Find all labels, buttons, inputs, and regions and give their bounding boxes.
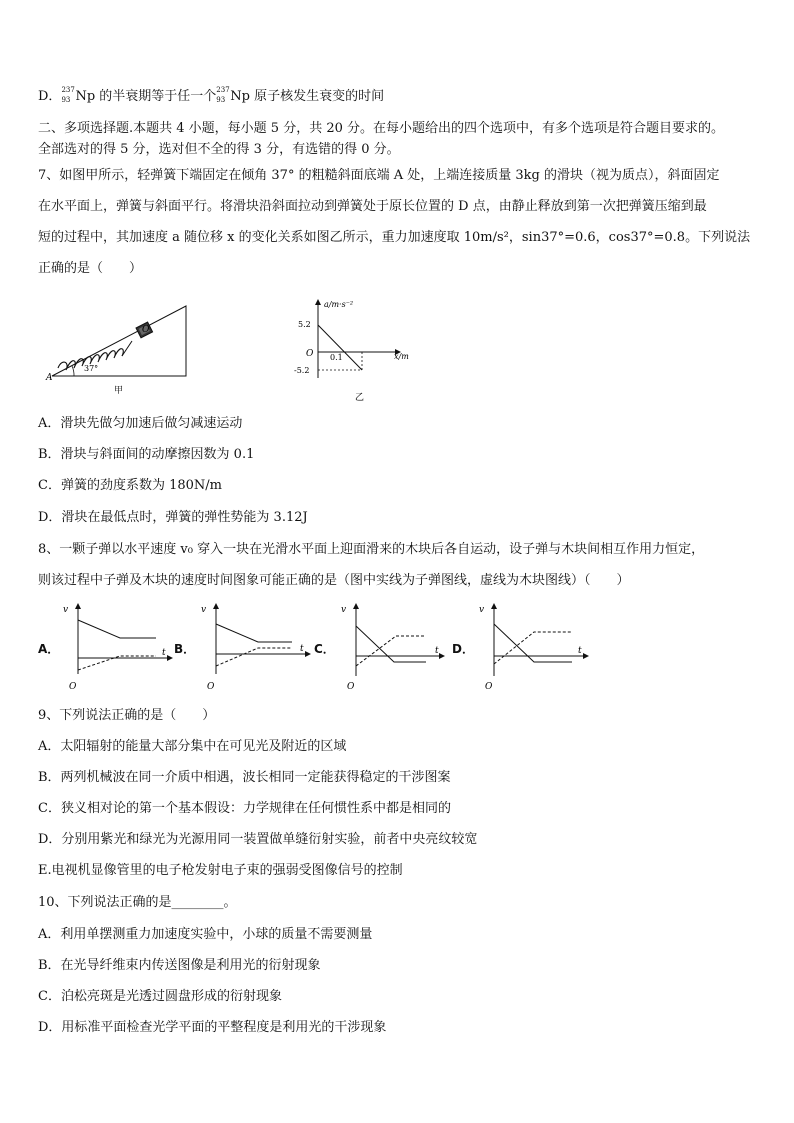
q10-option-d: D．用标准平面检查光学平面的平整程度是利用光的干涉现象 — [38, 1020, 387, 1035]
nuclide-np-2: 237 93 — [216, 86, 230, 104]
angle-label: 37° — [84, 364, 99, 373]
svg-text:v: v — [63, 605, 69, 615]
point-a-label: A — [46, 373, 53, 383]
xaxis-label: x/m — [394, 352, 409, 361]
q8-letter-c: C． — [314, 642, 335, 656]
svg-text:t: t — [300, 644, 304, 654]
figure-yi-caption: 乙 — [355, 393, 365, 403]
q10-option-c: C．泊松亮斑是光透过圆盘形成的衍射现象 — [38, 989, 282, 1004]
q6-d-text-2: Np 原子核发生衰变的时间 — [230, 89, 385, 104]
q8-letter-d: D． — [452, 642, 474, 656]
svg-text:t: t — [435, 646, 439, 656]
q8-graph-b — [196, 602, 326, 694]
q6-option-d — [38, 86, 385, 105]
q9-option-d: D．分别用紫光和绿光为光源用同一装置做单缝衍射实验，前者中央亮纹较宽 — [38, 832, 478, 847]
q7-option-a: A．滑块先做匀加速后做匀减速运动 — [38, 416, 243, 431]
svg-text:O: O — [347, 682, 355, 692]
q7-option-d: D．滑块在最低点时，弹簧的弹性势能为 3.12J — [38, 510, 308, 525]
q8-graph-d — [474, 602, 604, 694]
ytick-bottom: -5.2 — [294, 366, 310, 375]
svg-text:v: v — [341, 605, 347, 615]
q10-option-b: B．在光导纤维束内传送图像是利用光的衍射现象 — [38, 958, 321, 973]
q7-option-b: B．滑块与斜面间的动摩擦因数为 0.1 — [38, 447, 255, 462]
figure-jia-caption: 甲 — [114, 386, 124, 396]
svg-text:v: v — [201, 605, 207, 615]
q9-option-b: B．两列机械波在同一介质中相遇，波长相同一定能获得稳定的干涉图案 — [38, 770, 451, 785]
ytick-top: 5.2 — [298, 320, 311, 329]
q7-stem-line4: 正确的是（ ） — [38, 261, 143, 276]
svg-text:O: O — [485, 682, 493, 692]
q7-stem-line2: 在水平面上，弹簧与斜面平行。将滑块沿斜面拉动到弹簧处于原长位置的 D 点，由静止释放到第一次把弹簧压缩到最 — [38, 199, 707, 214]
section2-heading-line1: 二、多项选择题.本题共 4 小题，每小题 5 分，共 20 分。在每小题给出的四个选项中，有多个选项是符合题目要求的。 — [38, 121, 725, 136]
q6-d-prefix: D． — [38, 89, 62, 104]
q8-stem-line1: 8、一颗子弹以水平速度 v₀ 穿入一块在光滑水平面上迎面滑来的木块后各自运动，设子弹与木块间相互作用力恒定， — [38, 542, 705, 557]
xtick-label: 0.1 — [330, 353, 343, 362]
svg-text:t: t — [578, 646, 582, 656]
q8-letter-b: B． — [174, 642, 196, 656]
point-o-label: O — [142, 325, 150, 335]
figure-jia-incline — [44, 298, 194, 398]
q8-letter-a: A． — [38, 642, 60, 656]
q9-option-a: A．太阳辐射的能量大部分集中在可见光及附近的区域 — [38, 739, 347, 754]
q6-d-text-1: Np 的半衰期等于任一个 — [75, 89, 217, 104]
nuclide-np-1: 237 93 — [61, 86, 75, 104]
q7-option-c: C．弹簧的劲度系数为 180N/m — [38, 478, 222, 493]
svg-text:O: O — [69, 682, 77, 692]
q7-stem-line3: 短的过程中，其加速度 a 随位移 x 的变化关系如图乙所示，重力加速度取 10m/s²，sin37°=0.6，cos37°=0.8。下列说法 — [38, 230, 751, 245]
svg-text:O: O — [207, 682, 215, 692]
q8-graph-a — [58, 602, 188, 694]
svg-text:t: t — [162, 648, 166, 658]
q8-stem-line2: 则该过程中子弹及木块的速度时间图象可能正确的是（图中实线为子弹图线，虚线为木块图线）（ ） — [38, 573, 630, 588]
section2-heading-line2: 全部选对的得 5 分，选对但不全的得 3 分，有选错的得 0 分。 — [38, 142, 400, 157]
q7-stem-line1: 7、如图甲所示，轻弹簧下端固定在倾角 37° 的粗糙斜面底端 A 处，上端连接质量 3kg 的滑块（视为质点），斜面固定 — [38, 168, 720, 183]
figure-yi-graph — [284, 296, 424, 406]
q9-stem: 9、下列说法正确的是（ ） — [38, 708, 216, 723]
q10-stem: 10、下列说法正确的是________。 — [38, 895, 237, 910]
origin-label: O — [306, 349, 314, 359]
q9-option-c: C．狭义相对论的第一个基本假设：力学规律在任何惯性系中都是相同的 — [38, 801, 451, 816]
q8-graph-c — [336, 602, 466, 694]
q10-option-a: A．利用单摆测重力加速度实验中，小球的质量不需要测量 — [38, 927, 373, 942]
yaxis-label: a/m·s⁻² — [324, 300, 354, 309]
svg-text:v: v — [479, 605, 485, 615]
q9-option-e: E.电视机显像管里的电子枪发射电子束的强弱受图像信号的控制 — [38, 863, 403, 878]
